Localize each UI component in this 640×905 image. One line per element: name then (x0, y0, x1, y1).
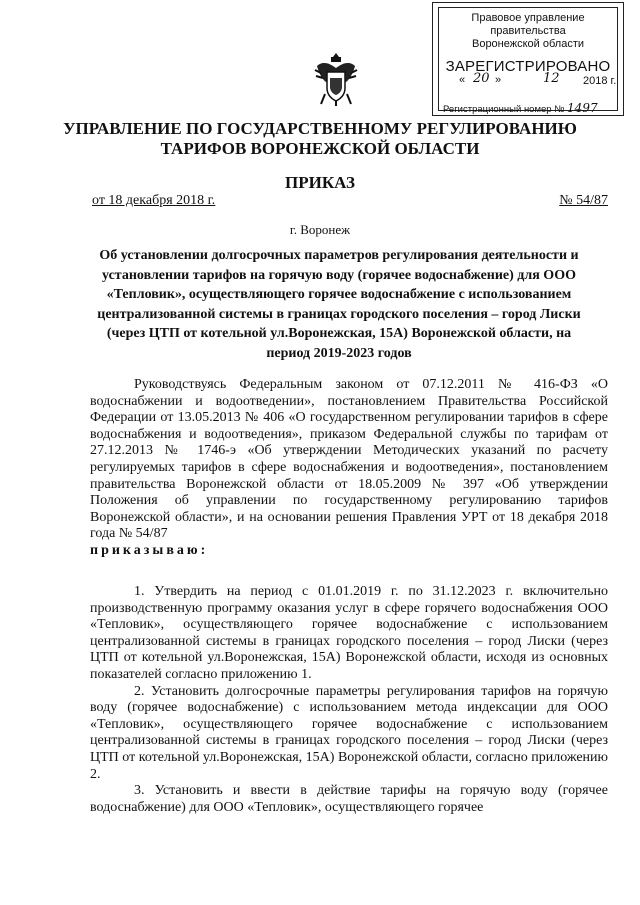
department-title (0, 119, 640, 159)
prikazyvayu-word: приказываю: (90, 542, 209, 558)
stamp-quote-open: « (459, 74, 466, 86)
document-city: г. Воронеж (289, 222, 351, 237)
order-item-2: 2. Установить долгосрочные параметры регулирования тарифов на горячую воду (горячее водоснабжение) с использованием метода индексации для ООО «Тепловик», осуществляющего горячее водоснабжение с использованием централизованной системы в границах городского поселения – город Лиски (через ЦТП от котельной ул.Воронежская, 15А) Воронежской области, согласно приложению 2. (90, 683, 608, 782)
stamp-month: 12 (543, 71, 560, 86)
stamp-number: 1497 (567, 101, 598, 115)
order-item-1: 1. Утвердить на период с 01.01.2019 г. по 31.12.2023 г. включительно производственную программу оказания услуг в сфере горячего водоснабжения ООО «Тепловик», осуществляющего горячее водоснабжение с использованием централизованной системы в границах городского поселения – город Лиски (через ЦТП от котельной ул.Воронежская, 15А) Воронежской области, исходя из основных показателей согласно приложению 1. (90, 584, 608, 682)
document-type: ПРИКАЗ (285, 173, 355, 192)
stamp-quote-close: » (495, 74, 502, 86)
preamble-block (90, 377, 608, 560)
department-line2: ТАРИФОВ ВОРОНЕЖСКОЙ ОБЛАСТИ (160, 139, 480, 158)
document-date: от 18 декабря 2018 г. (92, 193, 216, 208)
document-number: № 54/87 (559, 193, 608, 208)
stamp-day: 20 (473, 71, 490, 86)
stamp-number-line (443, 101, 598, 115)
order-item-3: 3. Установить и ввести в действие тарифы на горячую воду (горячее водоснабжение) для ООО «Тепловик», осуществляющего горячее (90, 783, 608, 815)
stamp-org-line1: Правовое управление правительства (471, 12, 585, 37)
coat-of-arms-icon (313, 50, 359, 108)
document-subject: Об установлении долгосрочных параметров регулирования деятельности и установлении тарифов на горячую воду (горячее водоснабжение) для ООО «Тепловик», осуществляющего горячее водоснабжение с использованием централизованной системы в границах городского поселения – город Лиски (через ЦТП от котельной ул.Воронежская, 15А) Воронежской области, на период 2019-2023 годов (97, 248, 581, 361)
stamp-org-line2: Воронежской области (471, 38, 584, 50)
stamp-organization (439, 12, 617, 51)
registration-stamp (432, 2, 624, 116)
stamp-number-label: Регистрационный номер № (443, 104, 565, 115)
order-items (90, 584, 608, 816)
stamp-year: 2018 г. (583, 75, 617, 87)
stamp-date (439, 71, 617, 92)
stamp-registered-label: ЗАРЕГИСТРИРОВАНО (445, 58, 611, 75)
preamble-paragraph: Руководствуясь Федеральным законом от 07.12.2011 № 416-ФЗ «О водоснабжении и водоотведении», постановлением Правительства Российской Федерации от 13.05.2013 № 406 «О государственном регулировании тарифов в сфере водоснабжения и водоотведения», приказом Федеральной службы по тарифам от 27.12.2013 № 1746-э «Об утверждении Методических указаний по расчету регулируемых тарифов в сфере водоснабжения и водоотведения», постановлением правительства Воронежской области от 18.05.2009 № 397 «Об утверждении Положения об управлении по государственному регулированию тарифов Воронежской области», и на основании решения Правления УРТ от 18 декабря 2018 года № 54/87 (90, 377, 608, 542)
department-line1: УПРАВЛЕНИЕ ПО ГОСУДАРСТВЕННОМУ РЕГУЛИРОВАНИЮ (63, 119, 577, 138)
